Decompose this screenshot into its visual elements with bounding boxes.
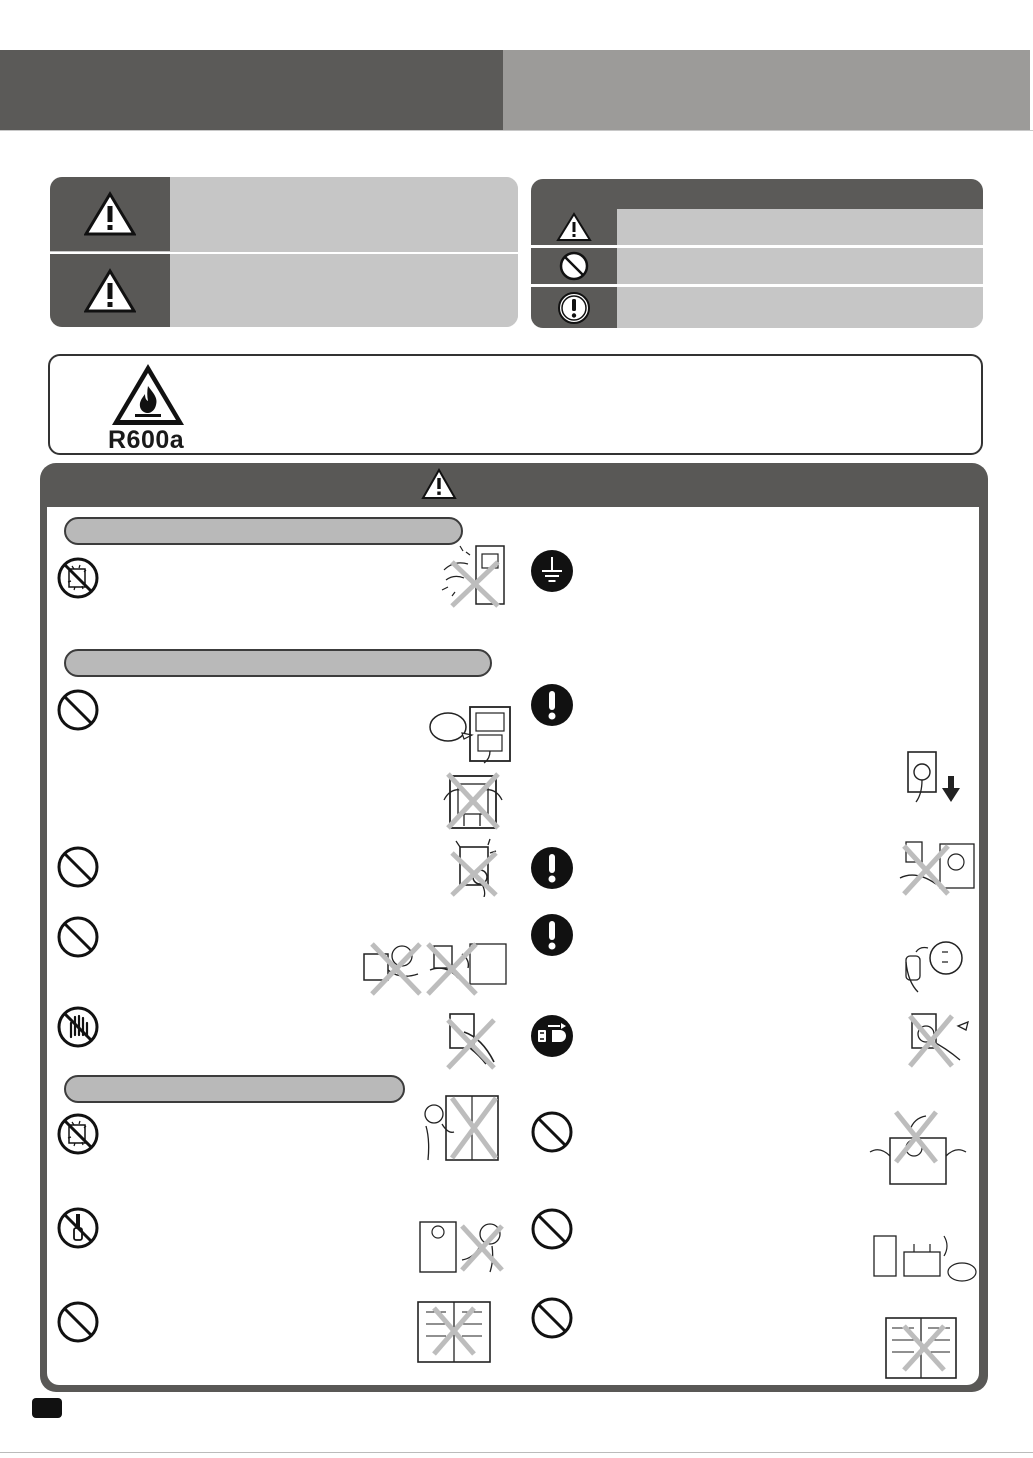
mandatory-icon: [530, 913, 574, 957]
no-water-icon: [56, 1112, 100, 1156]
signal-word-box: [50, 177, 518, 327]
unplug-by-plug-illustration: [900, 1008, 976, 1068]
footer-line: [0, 1452, 1033, 1453]
pull-plug-illustration: [900, 748, 966, 806]
multi-plug-illustration: [440, 770, 506, 832]
subheading-pill: [64, 1075, 405, 1103]
warning-triangle-icon: [50, 254, 170, 327]
wet-hand-plug-illustration: [440, 1008, 502, 1070]
no-disassembly-icon: [56, 1206, 100, 1250]
symbol-legend: [531, 179, 983, 328]
header-divider: [0, 130, 1033, 131]
repair-attempt-illustration: [416, 1218, 506, 1274]
legend-heading: [531, 179, 983, 209]
warning-triangle-icon: [50, 177, 170, 251]
prohibited-icon: [530, 1110, 574, 1154]
no-water-icon: [56, 556, 100, 600]
loose-outlet-illustration: [446, 837, 502, 897]
prohibited-icon: [56, 915, 100, 959]
warnings-panel-body: [47, 507, 979, 1385]
refrigerant-label: R600a: [108, 426, 185, 454]
falling-object-illustration: [862, 1108, 972, 1186]
warning-triangle-icon: [421, 468, 457, 500]
prohibited-icon: [530, 1207, 574, 1251]
legend-row-prohibited: [531, 248, 983, 284]
unplug-icon: [530, 1014, 574, 1058]
subheading-pill: [64, 649, 492, 677]
open-fridge-illustration: [412, 1298, 496, 1364]
no-wet-hands-icon: [56, 1005, 100, 1049]
water-splash-illustration: [438, 540, 510, 608]
mandatory-icon: [530, 846, 574, 890]
legend-row-mandatory: [531, 287, 983, 328]
ground-icon: [530, 549, 574, 593]
subheading-pill: [64, 517, 463, 545]
warning-triangle-icon: [531, 209, 617, 245]
dedicated-outlet-illustration: [428, 703, 514, 765]
header-bar-right: [503, 50, 1030, 130]
warning-row: [50, 177, 518, 251]
open-fridge-illustration: [880, 1314, 962, 1380]
mandatory-icon: [530, 683, 574, 727]
caution-text: [170, 254, 518, 327]
caution-row: [50, 254, 518, 327]
header-bar-left: [0, 50, 503, 130]
prohibited-icon: [56, 688, 100, 732]
page-number-badge: [32, 1398, 62, 1418]
prohibited-icon: [531, 248, 617, 284]
cord-damage-illustration: [896, 838, 976, 896]
damaged-cord-illustration: [358, 940, 508, 998]
spray-water-illustration: [412, 1090, 504, 1164]
flammable-icon: [110, 362, 186, 428]
legend-row-warning: [531, 209, 983, 245]
gas-leak-illustration: [866, 1230, 978, 1284]
prohibited-icon: [56, 845, 100, 889]
mandatory-icon: [531, 287, 617, 328]
warning-text: [170, 177, 518, 251]
clean-plug-illustration: [896, 932, 972, 996]
prohibited-icon: [56, 1300, 100, 1344]
prohibited-icon: [530, 1296, 574, 1340]
refrigerant-notice: [48, 354, 983, 455]
